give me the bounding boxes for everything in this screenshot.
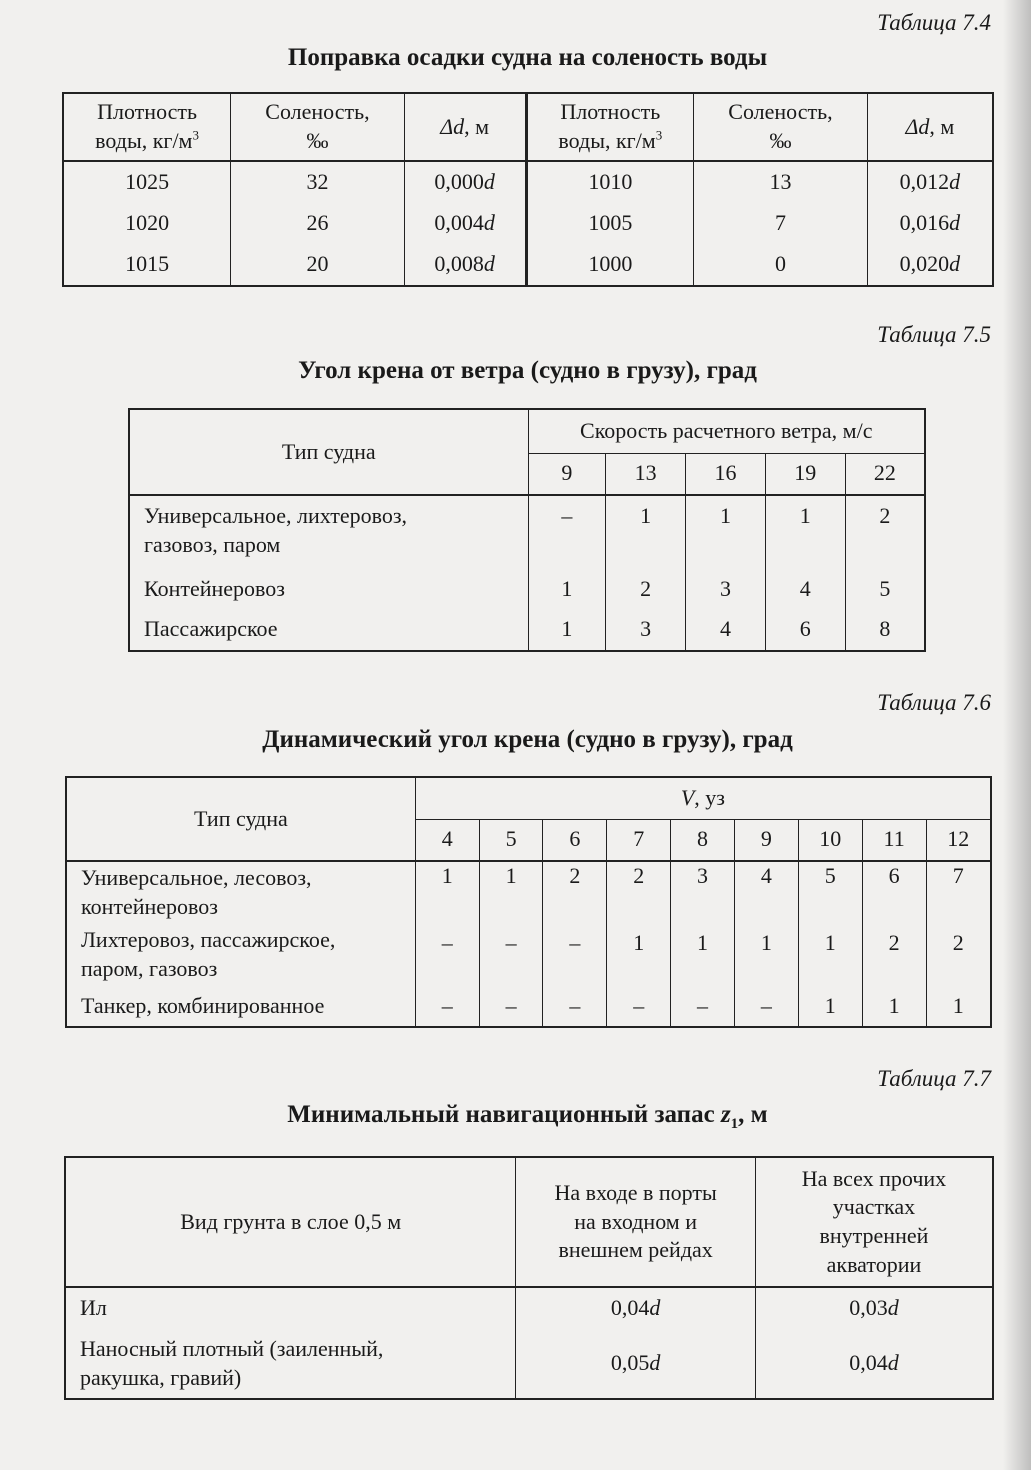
table-cell: 2 <box>926 923 991 987</box>
table-cell: 22 <box>845 453 925 495</box>
table-row <box>66 923 991 987</box>
header-ship-type: Тип судна <box>129 409 528 495</box>
table-cell: – <box>528 495 606 569</box>
table-cell: Пассажирское <box>129 609 528 651</box>
table-cell: 16 <box>686 453 766 495</box>
table-cell: 4 <box>765 569 845 609</box>
table-cell: 5 <box>798 861 862 923</box>
table-cell: 1 <box>734 923 798 987</box>
header-density: Плотность воды, $кг/м^3$ <box>526 93 694 161</box>
table-7-6-label: Таблица 7.6 <box>877 690 991 715</box>
table-cell: 3 <box>606 609 686 651</box>
table-cell: Ил <box>65 1287 516 1329</box>
header-salinity: Соленость, ‰ <box>694 93 868 161</box>
table-cell: 1020 <box>63 203 231 244</box>
table-7-4-title: Поправка осадки судна на соленость воды <box>287 44 768 71</box>
table-cell: 1 <box>671 923 735 987</box>
table-cell: 0,04d <box>755 1329 993 1399</box>
header-other-areas: На всех прочих участках внутренней акватории <box>755 1157 993 1287</box>
table-cell: 1 <box>528 609 606 651</box>
table-cell: 0,004d <box>404 203 526 244</box>
table-cell: Универсальное, лесовоз, контейнеровоз <box>66 861 415 923</box>
table-cell: 1 <box>606 495 686 569</box>
header-ship-type: Тип судна <box>66 777 415 861</box>
table-cell: 9 <box>734 819 798 861</box>
table-cell: 4 <box>686 609 766 651</box>
table-row <box>129 569 925 609</box>
table-cell: 6 <box>543 819 607 861</box>
table-cell: Наносный плотный (заиленный, ракушка, гравий) <box>65 1329 516 1399</box>
header-speed-knots: V, уз <box>415 777 991 819</box>
table-cell: 0,008d <box>404 244 526 286</box>
table-cell: 1 <box>479 861 543 923</box>
table-cell: 8 <box>845 609 925 651</box>
table-cell: 1010 <box>526 161 694 203</box>
table-7-7 <box>64 1156 994 1400</box>
table-cell: Контейнеровоз <box>129 569 528 609</box>
table-row <box>63 203 993 244</box>
table-cell: Танкер, комбинированное <box>66 987 415 1027</box>
table-7-7-title: Минимальный навигационный запас $z_1$, м <box>287 1101 768 1132</box>
table-cell: 1 <box>798 987 862 1027</box>
table-cell: 20 <box>231 244 405 286</box>
table-cell: – <box>543 987 607 1027</box>
table-cell: Универсальное, лихтеровоз, газовоз, паром <box>129 495 528 569</box>
table-cell: 1 <box>926 987 991 1027</box>
table-7-5-title: Угол крена от ветра (судно в грузу), град <box>298 357 757 384</box>
table-cell: 3 <box>671 861 735 923</box>
table-cell: 7 <box>607 819 671 861</box>
table-cell: 4 <box>734 861 798 923</box>
table-cell: 1 <box>415 861 479 923</box>
table-cell: 6 <box>765 609 845 651</box>
table-cell: 0,05d <box>516 1329 756 1399</box>
table-cell: 11 <box>862 819 926 861</box>
table-7-5-label: Таблица 7.5 <box>877 322 991 347</box>
table-cell: 0 <box>694 244 868 286</box>
table-row <box>65 1329 993 1399</box>
table-cell: 3 <box>686 569 766 609</box>
table-cell: 1 <box>798 923 862 987</box>
table-cell: 13 <box>694 161 868 203</box>
table-cell: 9 <box>528 453 606 495</box>
table-cell: 7 <box>694 203 868 244</box>
table-cell: Лихтеровоз, пассажирское, паром, газовоз <box>66 923 415 987</box>
table-row <box>63 244 993 286</box>
table-cell: 10 <box>798 819 862 861</box>
table-cell: 0,000d <box>404 161 526 203</box>
page-edge-shadow <box>1003 0 1031 1470</box>
table-cell: 8 <box>671 819 735 861</box>
table-cell: 19 <box>765 453 845 495</box>
table-cell: 1025 <box>63 161 231 203</box>
header-wind-speed: Скорость расчетного ветра, м/с <box>528 409 925 453</box>
table-7-7-label: Таблица 7.7 <box>877 1066 991 1091</box>
header-salinity: Соленость, ‰ <box>231 93 405 161</box>
header-delta: Δd, м <box>404 93 526 161</box>
table-cell: 1005 <box>526 203 694 244</box>
table-cell: 26 <box>231 203 405 244</box>
table-cell: 1 <box>862 987 926 1027</box>
table-cell: 32 <box>231 161 405 203</box>
table-cell: 1 <box>607 923 671 987</box>
header-soil-type: Вид грунта в слое 0,5 м <box>65 1157 516 1287</box>
table-cell: 0,04d <box>516 1287 756 1329</box>
table-cell: 0,012d <box>867 161 993 203</box>
header-delta: Δd, м <box>867 93 993 161</box>
table-row <box>66 987 991 1027</box>
table-cell: 1 <box>528 569 606 609</box>
table-row <box>129 609 925 651</box>
table-7-5 <box>128 408 926 652</box>
table-row <box>63 161 993 203</box>
table-7-6-title: Динамический угол крена (судно в грузу), град <box>262 726 793 753</box>
table-cell: – <box>479 923 543 987</box>
table-cell: 0,020d <box>867 244 993 286</box>
table-cell: 2 <box>862 923 926 987</box>
table-row <box>66 861 991 923</box>
table-cell: 2 <box>845 495 925 569</box>
table-cell: – <box>607 987 671 1027</box>
table-cell: – <box>415 923 479 987</box>
header-port-entry: На входе в порты на входном и внешнем рейдах <box>516 1157 756 1287</box>
table-cell: 2 <box>607 861 671 923</box>
table-7-6 <box>65 776 992 1028</box>
table-cell: 1000 <box>526 244 694 286</box>
table-cell: 1 <box>686 495 766 569</box>
table-cell: 5 <box>845 569 925 609</box>
table-cell: – <box>543 923 607 987</box>
table-7-4-label: Таблица 7.4 <box>877 10 991 35</box>
table-cell: 2 <box>606 569 686 609</box>
table-cell: 7 <box>926 861 991 923</box>
table-cell: 2 <box>543 861 607 923</box>
table-cell: – <box>415 987 479 1027</box>
table-cell: – <box>479 987 543 1027</box>
header-density: Плотность воды, $кг/м^3$ <box>63 93 231 161</box>
table-7-4 <box>62 92 994 287</box>
table-cell: – <box>734 987 798 1027</box>
table-cell: 13 <box>606 453 686 495</box>
table-cell: 4 <box>415 819 479 861</box>
table-row <box>129 495 925 569</box>
table-cell: 12 <box>926 819 991 861</box>
table-cell: 5 <box>479 819 543 861</box>
table-cell: 6 <box>862 861 926 923</box>
table-cell: – <box>671 987 735 1027</box>
table-cell: 1015 <box>63 244 231 286</box>
table-cell: 0,016d <box>867 203 993 244</box>
table-cell: 0,03d <box>755 1287 993 1329</box>
table-cell: 1 <box>765 495 845 569</box>
table-row <box>65 1287 993 1329</box>
